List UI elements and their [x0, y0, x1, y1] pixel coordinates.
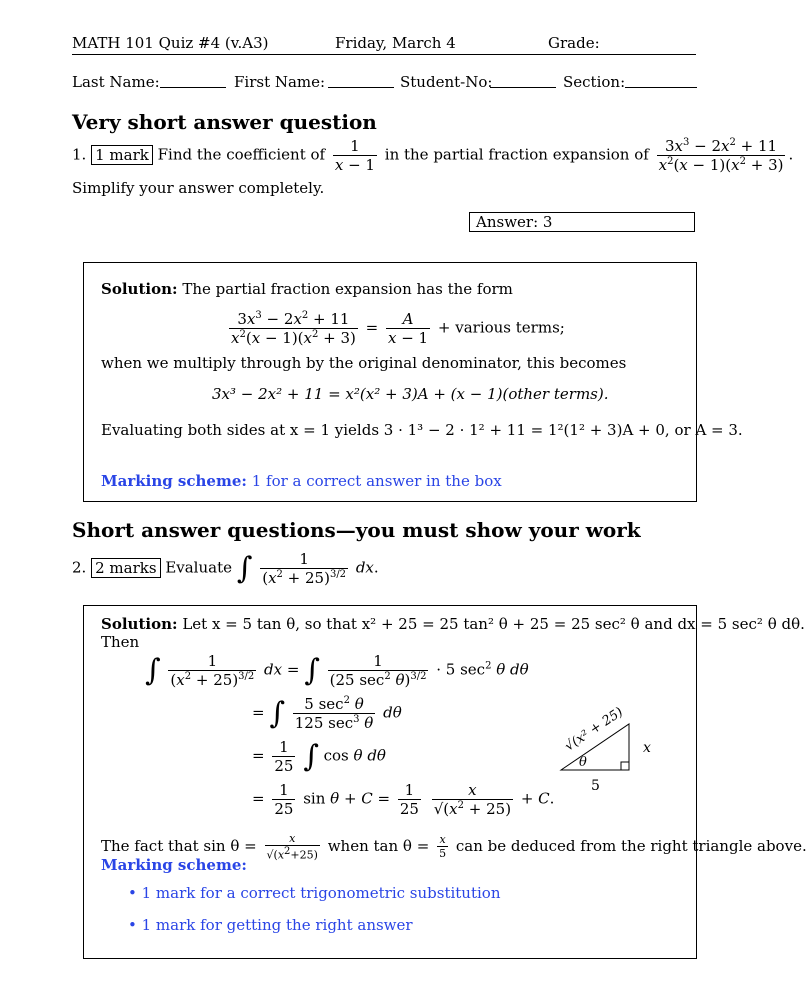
quiz-date: Friday, March 4 [335, 34, 456, 52]
solution-label: Solution: [101, 615, 178, 633]
rational-function: $\frac{3x^3 - 2x^2 + 11}{x^2(x - 1)(x^2 + 3)}$ [658, 137, 784, 174]
solution-2-then: Then [101, 633, 140, 651]
question-text: Find the coefficient of [157, 145, 326, 164]
solution-text: Let x = 5 tan θ, so that x² + 25 = 25 tan² θ + 25 = 25 sec² θ and dx = 5 sec² θ dθ. [182, 615, 805, 633]
first-name-field[interactable] [328, 87, 394, 88]
grade-label: Grade: [548, 34, 600, 52]
course-title: MATH 101 Quiz #4 (v.A3) [72, 34, 269, 52]
marking-item: • 1 mark for getting the right answer [128, 916, 413, 934]
section-heading-2: Short answer questions—you must show your work [72, 518, 641, 542]
solution-box-1 [83, 262, 697, 502]
marking-list [128, 884, 500, 934]
triangle-fact: The fact that sin θ = $\frac{x}{√(x^2+25)}$ when tan θ = $\frac{x}{5}$ can be deduced from the right triangle above. [101, 832, 807, 862]
section-label: Section: [563, 73, 626, 91]
solution-text: The partial fraction expansion has the form [182, 280, 513, 298]
answer-box[interactable] [469, 212, 695, 232]
section-field[interactable] [625, 87, 697, 88]
fraction-term: $\frac{1}{x - 1}$ [334, 137, 375, 174]
marking-label: Marking scheme: [101, 856, 247, 874]
marking-label: Marking scheme: [101, 472, 247, 490]
section-heading-1: Very short answer question [72, 110, 377, 134]
adjacent-label: 5 [591, 778, 600, 794]
question-number: 2. [72, 558, 87, 577]
marks-badge: 1 mark [91, 145, 153, 165]
answer-text: Answer: 3 [476, 213, 553, 231]
header-rule [72, 54, 696, 55]
integral-step-3: = $\frac{1}{25}$ ∫ cos θ dθ [252, 738, 386, 775]
question-number: 1. [72, 145, 87, 164]
last-name-field[interactable] [160, 87, 226, 88]
marking-text: 1 for a correct answer in the box [251, 472, 502, 490]
solution-1-final: Evaluating both sides at x = 1 yields 3 · 1³ − 2 · 1² + 11 = 1²(1² + 3)A + 0, or A = 3. [101, 421, 743, 439]
partial-fraction-form: $\frac{3x^3 - 2x^2 + 11}{x^2(x - 1)(x^2 + 3)}$ = $\frac{A}{x - 1}$ + various terms; [231, 310, 565, 347]
first-name-label: First Name: [234, 73, 326, 91]
question-1: 1. 1 mark Find the coefficient of $\frac{1}{x - 1}$ in the partial fraction expansion of $\frac{3x^3 - 2x^2 + 11}{x^2(x - 1)(x^2 + 3)}$ . [72, 137, 794, 174]
solution-1-intro [101, 280, 513, 298]
integral-step-1: ∫ $\frac{1}{(x^2 + 25)^{3/2}}$ dx = ∫ $\frac{1}{(25 \sec^2 \theta)^{3/2}}$ · 5 $\sec^2 \theta$ dθ [145, 652, 529, 689]
last-name-label: Last Name: [72, 73, 160, 91]
solution-1-mid: when we multiply through by the original denominator, this becomes [101, 354, 627, 372]
marking-item: • 1 mark for a correct trigonometric substitution [128, 884, 501, 902]
angle-label: θ [579, 755, 587, 770]
student-no-field[interactable] [490, 87, 556, 88]
opposite-label: x [643, 740, 651, 756]
question-instruction: Simplify your answer completely. [72, 179, 325, 197]
question-text: in the partial fraction expansion of [384, 145, 649, 164]
question-text: Evaluate [165, 558, 232, 577]
solution-2-intro [101, 615, 805, 633]
marking-scheme-1 [101, 472, 502, 490]
integral-step-2: = ∫ $\frac{5 \sec^2 \theta}{125 \sec^3 \theta}$ dθ [252, 695, 402, 732]
hypotenuse-label: √(x² + 25) [562, 704, 626, 755]
student-no-label: Student-No: [400, 73, 493, 91]
solution-label: Solution: [101, 280, 178, 298]
equation-tail: + various terms; [437, 318, 565, 337]
right-triangle-diagram [555, 700, 665, 800]
multiplied-equation: 3x³ − 2x² + 11 = x²(x² + 3)A + (x − 1)(other terms). [212, 385, 609, 403]
marks-badge: 2 marks [91, 558, 160, 578]
question-2: 2. 2 marks Evaluate ∫ $\frac{1}{(x^2 + 25)^{3/2}}$ dx. [72, 550, 379, 587]
integral-step-4: = $\frac{1}{25}$ sin θ + C = $\frac{1}{25}$ $\frac{x}{√(x^2 + 25)}$ + C. [252, 781, 555, 818]
